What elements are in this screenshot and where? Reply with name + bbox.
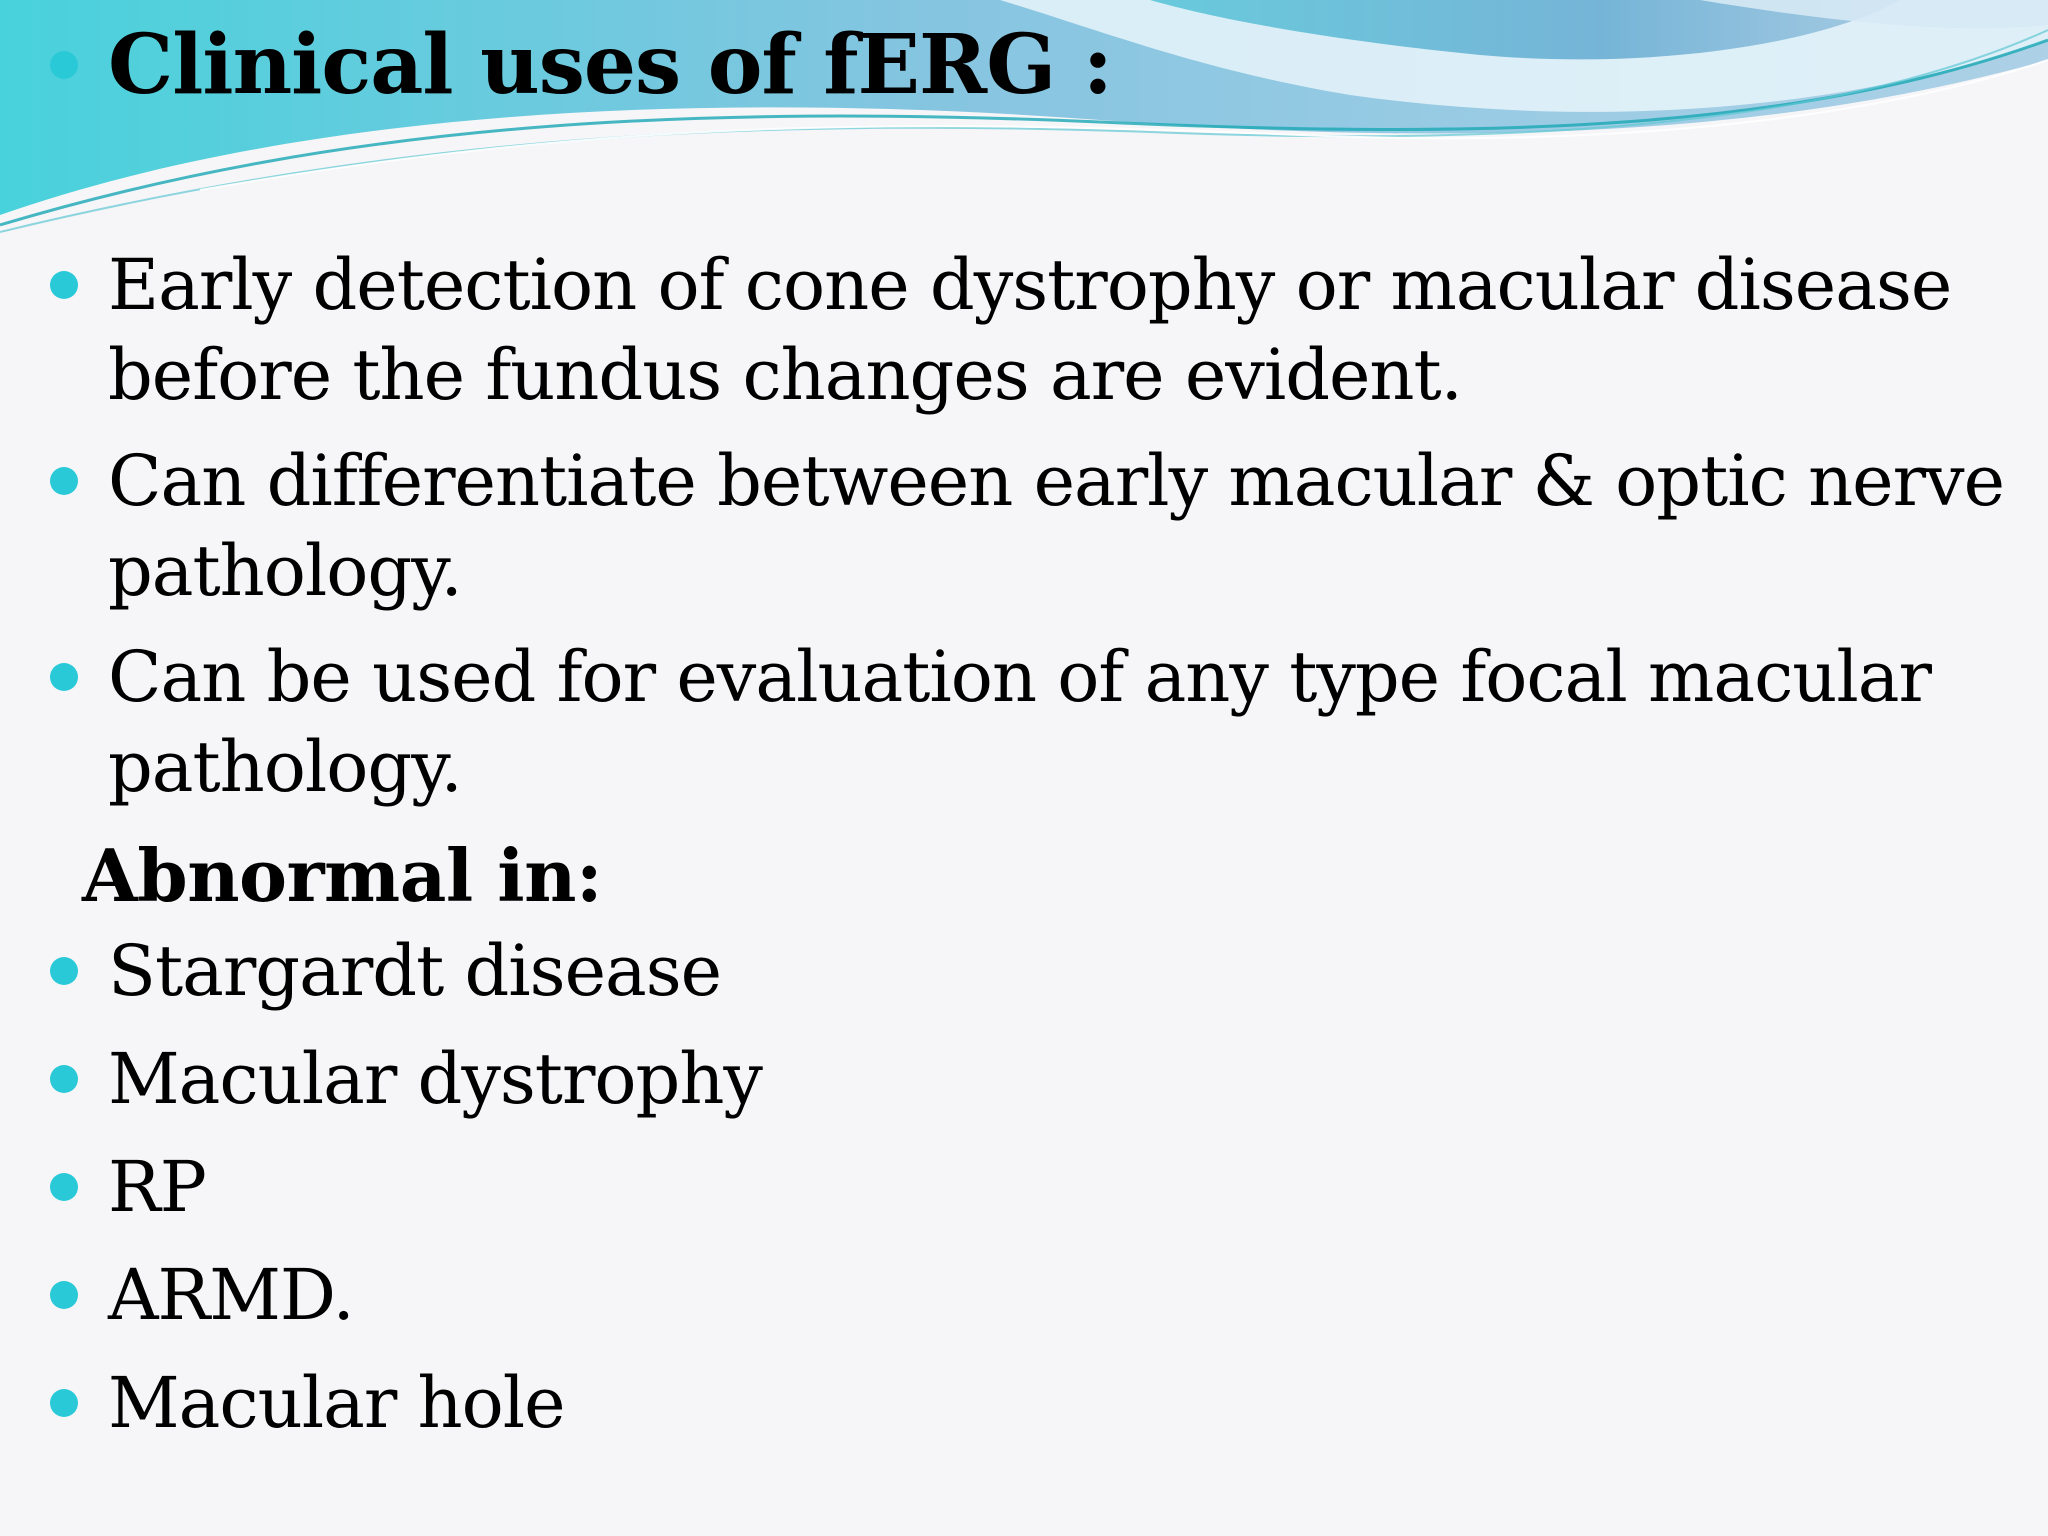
list-item	[50, 1250, 2020, 1358]
list-item	[50, 436, 2020, 616]
bullet-icon	[50, 957, 78, 985]
list-item	[50, 1142, 2020, 1250]
list-item	[50, 1358, 2020, 1466]
bullet-icon	[50, 271, 78, 299]
bullet-icon	[50, 1281, 78, 1309]
bullet-icon	[50, 1389, 78, 1417]
abnormal-list	[50, 926, 2020, 1466]
title-row	[50, 10, 1112, 120]
abnormal-heading: Abnormal in:	[82, 833, 603, 918]
condition-text: Macular dystrophy	[108, 1038, 762, 1120]
bullet-icon	[50, 663, 78, 691]
use-text: Early detection of cone dystrophy or macular disease before the fundus changes are evident.	[108, 244, 1952, 416]
list-item	[50, 926, 2020, 1034]
bullet-icon	[50, 51, 78, 79]
condition-text: Macular hole	[108, 1362, 565, 1444]
condition-text: RP	[108, 1146, 206, 1228]
slide-content	[50, 240, 2020, 1466]
bullet-icon	[50, 467, 78, 495]
condition-text: Stargardt disease	[108, 930, 722, 1012]
list-item	[50, 1034, 2020, 1142]
list-item	[50, 632, 2020, 812]
bullet-icon	[50, 1173, 78, 1201]
list-item	[50, 240, 2020, 420]
condition-text: ARMD.	[108, 1254, 354, 1336]
bullet-icon	[50, 1065, 78, 1093]
use-text: Can differentiate between early macular & optic nerve pathology.	[108, 440, 2005, 612]
use-text: Can be used for evaluation of any type focal macular pathology.	[108, 636, 1931, 808]
slide-title: Clinical uses of fERG :	[108, 17, 1113, 113]
